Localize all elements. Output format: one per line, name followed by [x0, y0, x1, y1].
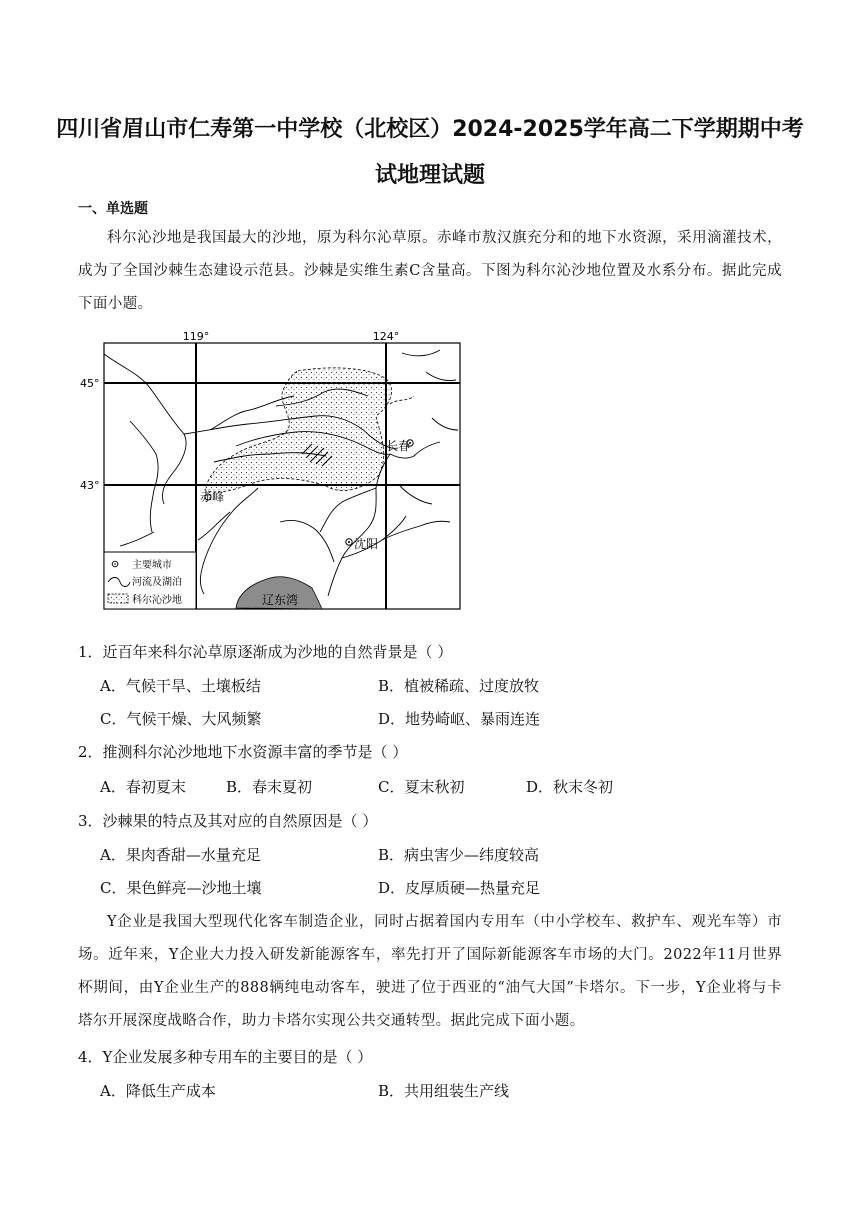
- question-number: 2．: [78, 743, 103, 761]
- section-heading: 一、单选题: [78, 201, 148, 217]
- question-4: [78, 1046, 372, 1067]
- question-1: [78, 641, 452, 662]
- lat-label-43: 43°: [80, 479, 100, 492]
- lon-label-124: 124°: [372, 330, 400, 343]
- q3-option-a: A．果肉香甜—水量充足: [100, 846, 261, 864]
- legend-city-label: 主要城市: [132, 560, 172, 571]
- bay-label: 辽东湾: [261, 593, 299, 607]
- question-number: 4．: [78, 1048, 103, 1066]
- lat-label-45: 45°: [80, 377, 100, 390]
- q3-option-d: D．皮厚质硬—热量充足: [378, 879, 541, 897]
- question-stem: 沙棘果的特点及其对应的自然原因是（ ）: [102, 812, 378, 830]
- q3-option-b: B．病虫害少—纬度较高: [378, 846, 540, 864]
- q1-option-c: C．气候干燥、大风频繁: [100, 710, 262, 728]
- horqin-sandy-land-map: [80, 326, 464, 612]
- q1-option-b: B．植被稀疏、过度放牧: [378, 677, 540, 695]
- city-label-changchun: 长春: [386, 439, 411, 453]
- lon-label-119: 119°: [182, 330, 210, 343]
- q2-option-b: B．春末夏初: [226, 778, 313, 796]
- question-stem: 近百年来科尔沁草原逐渐成为沙地的自然背景是（ ）: [102, 643, 453, 661]
- city-label-chifeng: 赤峰: [200, 490, 225, 504]
- legend-sand-label: 科尔沁沙地: [132, 595, 182, 606]
- q1-option-a: A．气候干旱、土壤板结: [100, 677, 261, 695]
- city-label-shenyang: 沈阳: [354, 537, 379, 551]
- question-3: [78, 810, 377, 831]
- passage-2: Y企业是我国大型现代化客车制造企业，同时占据着国内专用车（中小学校车、救护车、观光车等）市场。近年来，Y企业大力投入研发新能源客车，率先打开了国际新能源客车市场的大门。2022年11月世界杯期间，由Y企业生产的888辆纯电动客车，驶进了位于西亚的“油气大国”卡塔尔。下一步，Y企业将与卡塔尔开展深度战略合作，助力卡塔尔实现公共交通转型。据此完成下面小题。: [78, 914, 782, 1029]
- question-stem: 推测科尔沁沙地地下水资源丰富的季节是（ ）: [102, 743, 408, 761]
- q1-option-d: D．地势崎岖、暴雨连连: [378, 710, 541, 728]
- legend-sand-symbol: [108, 594, 128, 603]
- passage-1: 科尔沁沙地是我国最大的沙地，原为科尔沁草原。赤峰市敖汉旗充分和的地下水资源，采用滴灌技术，成为了全国沙棘生态建设示范县。沙棘是实维生素C含量高。下图为科尔沁沙地位置及水系分布。据此完成下面小题。: [78, 230, 782, 312]
- q4-option-b: B．共用组装生产线: [378, 1082, 510, 1100]
- question-number: 3．: [78, 812, 103, 830]
- question-number: 1．: [78, 643, 103, 661]
- question-2: [78, 741, 407, 762]
- q2-option-a: A．春初夏末: [100, 778, 186, 796]
- question-stem: Y企业发展多种专用车的主要目的是（ ）: [102, 1048, 373, 1066]
- q2-option-d: D．秋末冬初: [526, 778, 614, 796]
- q2-option-c: C．夏末秋初: [378, 778, 465, 796]
- document-title-line1: 四川省眉山市仁寿第一中学校（北校区）2024-2025学年高二下学期期中考: [56, 117, 804, 142]
- q4-option-a: A．降低生产成本: [100, 1082, 216, 1100]
- document-title-line2: 试地理试题: [374, 163, 485, 188]
- legend-river-label: 河流及湖泊: [132, 577, 182, 588]
- q3-option-c: C．果色鲜亮—沙地土壤: [100, 879, 262, 897]
